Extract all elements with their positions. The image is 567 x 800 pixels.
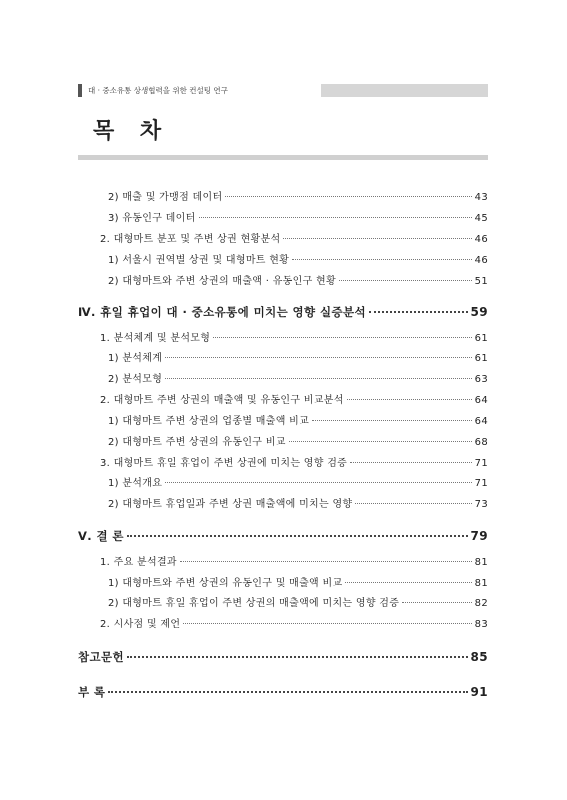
toc-chapter-page: 79: [470, 529, 488, 543]
toc-entry-page: 71: [474, 458, 488, 469]
toc-entry-label: 2) 대형마트 주변 상권의 유동인구 비교: [108, 437, 286, 448]
toc-entry[interactable]: [100, 230, 488, 245]
toc-chapter-page: 59: [470, 305, 488, 319]
toc-entry-page: 81: [474, 578, 488, 589]
toc-leader-dots: [347, 399, 472, 400]
toc-chapter[interactable]: [78, 684, 488, 700]
toc-leader-dots: [402, 602, 472, 603]
toc-entry[interactable]: [108, 272, 488, 287]
toc-entry[interactable]: [100, 454, 488, 469]
toc-leader-dots: [183, 623, 471, 624]
toc-entry-page: 83: [474, 619, 488, 630]
toc-entry-page: 45: [474, 213, 488, 224]
toc-entry-label: 2. 대형마트 주변 상권의 매출액 및 유동인구 비교분석: [100, 395, 344, 406]
toc-entry-label: 2. 시사점 및 제언: [100, 619, 181, 630]
toc-entry[interactable]: [100, 329, 488, 344]
toc-entry[interactable]: [108, 251, 488, 266]
toc-entry-label: 2) 분석모형: [108, 374, 163, 385]
toc-chapter-page: 85: [470, 650, 488, 664]
toc-leader-dots: [127, 656, 467, 658]
toc-entry-page: 61: [474, 353, 488, 364]
toc-leader-dots: [345, 582, 471, 583]
toc-entry[interactable]: [108, 574, 488, 589]
toc-entry[interactable]: [108, 474, 488, 489]
toc-leader-dots: [350, 462, 472, 463]
toc-entry[interactable]: [108, 433, 488, 448]
toc-entry-page: 71: [474, 478, 488, 489]
page-title: 목 차: [93, 119, 171, 144]
toc-entry[interactable]: [100, 553, 488, 568]
toc-entry-label: 1. 주요 분석결과: [100, 557, 177, 568]
toc-entry-label: 1) 서울시 권역별 상권 및 대형마트 현황: [108, 255, 290, 266]
toc-leader-dots: [165, 482, 471, 483]
toc-entry-page: 64: [474, 395, 488, 406]
toc-entry-page: 61: [474, 333, 488, 344]
toc-entry-page: 81: [474, 557, 488, 568]
toc-leader-dots: [127, 535, 468, 537]
toc-entry-page: 73: [474, 499, 488, 510]
header-marker: [78, 84, 82, 97]
header-text: 대 · 중소유통 상생협력을 위한 컨설팅 연구: [88, 86, 228, 95]
toc-leader-dots: [225, 196, 471, 197]
toc-leader-dots: [289, 441, 472, 442]
toc-chapter-label: 부 록: [78, 685, 106, 699]
toc-leader-dots: [165, 357, 471, 358]
toc-entry-label: 1. 분석체계 및 분석모형: [100, 333, 211, 344]
toc-entry-label: 2) 대형마트 휴일 휴업이 주변 상권의 매출액에 미치는 영향 검증: [108, 598, 400, 609]
toc-leader-dots: [108, 691, 467, 693]
toc-chapter-label: 참고문헌: [78, 650, 125, 664]
toc-leader-dots: [213, 337, 471, 338]
toc-entry-label: 1) 분석체계: [108, 353, 163, 364]
toc-entry[interactable]: [100, 615, 488, 630]
toc-entry-page: 82: [474, 598, 488, 609]
toc-entry-label: 2. 대형마트 분포 및 주변 상권 현황분석: [100, 234, 281, 245]
toc-entry[interactable]: [108, 594, 488, 609]
toc-entry[interactable]: [108, 412, 488, 427]
toc-chapter[interactable]: [78, 528, 488, 544]
toc-entry[interactable]: [108, 349, 488, 364]
toc-leader-dots: [283, 238, 471, 239]
toc-entry-label: 2) 대형마트와 주변 상권의 매출액 · 유동인구 현황: [108, 276, 336, 287]
toc-entry-label: 3) 유동인구 데이터: [108, 213, 196, 224]
toc-entry-label: 1) 대형마트와 주변 상권의 유동인구 및 매출액 비교: [108, 578, 343, 589]
toc-entry-label: 3. 대형마트 휴일 휴업이 주변 상권에 미치는 영향 검증: [100, 458, 348, 469]
toc-chapter[interactable]: [78, 649, 488, 665]
toc-entry-label: 1) 대형마트 주변 상권의 업종별 매출액 비교: [108, 416, 310, 427]
toc-leader-dots: [165, 378, 471, 379]
toc-leader-dots: [312, 420, 472, 421]
toc-leader-dots: [339, 280, 472, 281]
toc-leader-dots: [180, 561, 472, 562]
toc-entry-page: 46: [474, 234, 488, 245]
toc-entry[interactable]: [108, 370, 488, 385]
toc-entry-page: 43: [474, 192, 488, 203]
toc-entry[interactable]: [100, 391, 488, 406]
toc-chapter-page: 91: [470, 685, 488, 699]
toc-entry-page: 51: [474, 276, 488, 287]
toc-entry-page: 64: [474, 416, 488, 427]
toc-entry-label: 1) 분석개요: [108, 478, 163, 489]
title-divider: [78, 155, 488, 160]
toc-entry-page: 68: [474, 437, 488, 448]
toc-leader-dots: [369, 311, 468, 313]
toc-entry-label: 2) 대형마트 휴업일과 주변 상권 매출액에 미치는 영향: [108, 499, 353, 510]
toc-entry-page: 63: [474, 374, 488, 385]
header-bar: [321, 84, 488, 97]
toc-leader-dots: [292, 259, 472, 260]
toc-entry[interactable]: [108, 495, 488, 510]
toc-entry-page: 46: [474, 255, 488, 266]
toc-chapter-label: Ⅴ. 결 론: [78, 529, 124, 543]
toc-entry-label: 2) 매출 및 가맹점 데이터: [108, 192, 223, 203]
toc-leader-dots: [199, 217, 472, 218]
running-header: [78, 84, 488, 97]
toc-entry[interactable]: [108, 188, 488, 203]
toc-chapter[interactable]: [78, 304, 488, 320]
toc-leader-dots: [355, 503, 471, 504]
toc-entry[interactable]: [108, 209, 488, 224]
toc-chapter-label: Ⅳ. 휴일 휴업이 대 · 중소유통에 미치는 영향 실증분석: [78, 305, 366, 319]
